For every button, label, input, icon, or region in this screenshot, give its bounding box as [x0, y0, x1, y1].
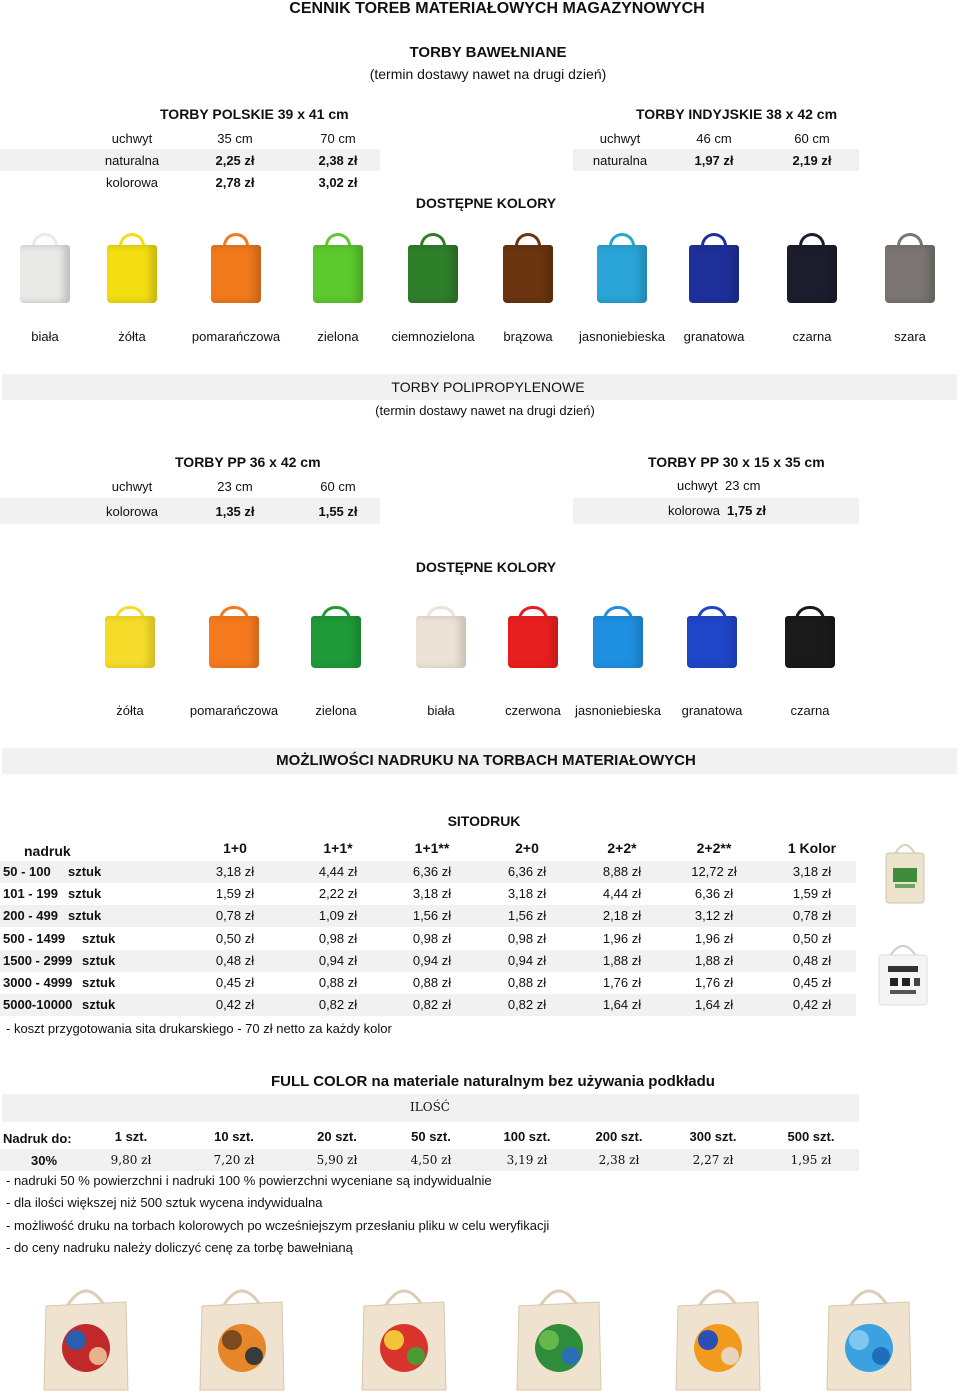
sitodruk-price: 3,18 zł	[792, 864, 832, 879]
cotton-color-label: szara	[894, 329, 926, 344]
pp-b-title: TORBY PP 30 x 15 x 35 cm	[648, 454, 825, 470]
bag-body	[416, 616, 466, 668]
fullcolor-price: 2,38 zł	[598, 1153, 640, 1167]
pp-b-header-value: 23 cm	[725, 478, 761, 493]
sitodruk-price: 1,64 zł	[602, 997, 642, 1012]
fullcolor-column-header: 100 szt.	[503, 1129, 551, 1144]
sitodruk-price: 1,76 zł	[694, 975, 734, 990]
cotton-bag-swatch	[885, 233, 935, 303]
polish-row-label: naturalna	[104, 153, 160, 168]
printed-bag-photo	[876, 940, 930, 1006]
polish-row-label: kolorowa	[105, 175, 159, 190]
sitodruk-price: 0,42 zł	[215, 997, 255, 1012]
sitodruk-header-label: nadruk	[24, 843, 71, 859]
sitodruk-price: 0,50 zł	[215, 931, 255, 946]
bag-body	[20, 245, 70, 303]
fullcolor-column-header: 200 szt.	[595, 1129, 643, 1144]
fullcolor-note: - możliwość druku na torbach kolorowych po wcześniejszym przesłaniu pliku w celu weryfikacji	[6, 1218, 550, 1233]
sitodruk-price: 6,36 zł	[507, 864, 547, 879]
pp-b-header-label: uchwyt	[677, 478, 718, 493]
sitodruk-unit: sztuk	[68, 864, 102, 879]
sitodruk-unit: sztuk	[68, 908, 102, 923]
fullcolor-price: 2,27 zł	[692, 1153, 734, 1167]
sitodruk-price: 12,72 zł	[691, 864, 737, 879]
cotton-color-label: ciemnozielona	[391, 329, 475, 344]
cotton-color-label: żółta	[118, 329, 146, 344]
sitodruk-price: 8,88 zł	[602, 864, 642, 879]
bag-body	[597, 245, 647, 303]
sitodruk-price: 4,44 zł	[602, 886, 642, 901]
sitodruk-price: 0,98 zł	[507, 931, 547, 946]
cotton-color-label: biała	[31, 329, 59, 344]
sitodruk-range: 5000-10000	[3, 997, 73, 1012]
fullcolor-column-header: 1 szt.	[114, 1129, 148, 1144]
bag-body	[689, 245, 739, 303]
sitodruk-price: 1,59 zł	[792, 886, 832, 901]
fullcolor-column-header: 500 szt.	[787, 1129, 835, 1144]
bag-body	[107, 245, 157, 303]
sitodruk-price: 1,09 zł	[318, 908, 358, 923]
sitodruk-price: 3,18 zł	[507, 886, 547, 901]
fullcolor-price: 7,20 zł	[213, 1153, 255, 1167]
bag-body	[503, 245, 553, 303]
sitodruk-range: 1500 - 2999	[3, 953, 73, 968]
cotton-heading: TORBY BAWEŁNIANE	[409, 44, 567, 61]
sitodruk-price: 0,94 zł	[318, 953, 358, 968]
sitodruk-range: 500 - 1499	[3, 931, 66, 946]
pp-color-label: żółta	[116, 703, 144, 718]
fullcolor-price: 1,95 zł	[790, 1153, 832, 1167]
printed-bag-photo	[513, 1280, 605, 1392]
bag-body	[408, 245, 458, 303]
sitodruk-price: 0,78 zł	[792, 908, 832, 923]
polish-price: 3,02 zł	[318, 175, 358, 190]
sitodruk-price: 1,96 zł	[602, 931, 642, 946]
fullcolor-note: - do ceny nadruku należy doliczyć cenę za torbę bawełnianą	[6, 1240, 353, 1255]
bag-body	[209, 616, 259, 668]
pp-bag-swatch	[416, 606, 466, 668]
sitodruk-note: - koszt przygotowania sita drukarskiego - 70 zł netto za każdy kolor	[6, 1021, 392, 1036]
pp-a-price: 1,55 zł	[318, 504, 358, 519]
sitodruk-unit: sztuk	[82, 975, 116, 990]
sitodruk-price: 1,96 zł	[694, 931, 734, 946]
sitodruk-price: 1,88 zł	[694, 953, 734, 968]
sitodruk-title: SITODRUK	[447, 813, 521, 829]
sitodruk-price: 0,94 zł	[507, 953, 547, 968]
fullcolor-price: 9,80 zł	[110, 1153, 152, 1167]
sitodruk-column-header: 2+0	[515, 840, 539, 856]
sitodruk-column-header: 2+2**	[696, 840, 732, 856]
sitodruk-price: 0,45 zł	[792, 975, 832, 990]
pp-b-row-label: kolorowa	[668, 503, 721, 518]
fullcolor-note: - nadruki 50 % powierzchni i nadruki 100 % powierzchni wyceniane są indywidualnie	[6, 1173, 492, 1188]
sitodruk-price: 0,82 zł	[318, 997, 358, 1012]
pp-bag-swatch	[785, 606, 835, 668]
cotton-bag-swatch	[211, 233, 261, 303]
sitodruk-price: 1,56 zł	[412, 908, 452, 923]
cotton-color-label: pomarańczowa	[191, 329, 281, 344]
sitodruk-price: 0,94 zł	[412, 953, 452, 968]
polish-header-label: uchwyt	[111, 131, 153, 146]
sitodruk-unit: sztuk	[68, 886, 102, 901]
fullcolor-column-header: 20 szt.	[317, 1129, 357, 1144]
sitodruk-price: 4,44 zł	[318, 864, 358, 879]
sitodruk-price: 6,36 zł	[694, 886, 734, 901]
cotton-bag-swatch	[20, 233, 70, 303]
fullcolor-column-header: 300 szt.	[689, 1129, 737, 1144]
sitodruk-price: 1,88 zł	[602, 953, 642, 968]
polish-price: 2,25 zł	[215, 153, 255, 168]
sitodruk-price: 0,88 zł	[412, 975, 452, 990]
pp-b-price: 1,75 zł	[727, 503, 767, 518]
cotton-bag-swatch	[107, 233, 157, 303]
cotton-bag-swatch	[503, 233, 553, 303]
fullcolor-price: 5,90 zł	[316, 1153, 358, 1167]
fullcolor-title: FULL COLOR na materiale naturalnym bez używania podkładu	[271, 1073, 715, 1090]
indian-header-46: 46 cm	[696, 131, 732, 146]
cotton-bag-swatch	[313, 233, 363, 303]
sitodruk-price: 3,18 zł	[215, 864, 255, 879]
sitodruk-unit: sztuk	[82, 997, 116, 1012]
fullcolor-row-label: 30%	[31, 1153, 58, 1168]
fullcolor-qty-label: ILOŚĆ	[410, 1100, 450, 1114]
sitodruk-price: 1,59 zł	[215, 886, 255, 901]
cotton-color-label: brązowa	[503, 329, 553, 344]
polish-header-70: 70 cm	[320, 131, 356, 146]
sitodruk-price: 0,45 zł	[215, 975, 255, 990]
indian-row-label: naturalna	[592, 153, 648, 168]
pp-color-label: biała	[427, 703, 455, 718]
sitodruk-range: 200 - 499	[3, 908, 58, 923]
pp-color-label: granatowa	[681, 703, 743, 718]
pp-colors-heading: DOSTĘPNE KOLORY	[415, 559, 557, 575]
sitodruk-price: 2,22 zł	[318, 886, 358, 901]
sitodruk-price: 0,50 zł	[792, 931, 832, 946]
printed-bag-photo	[40, 1280, 132, 1392]
indian-header-60: 60 cm	[794, 131, 830, 146]
cotton-bag-swatch	[689, 233, 739, 303]
sitodruk-price: 1,76 zł	[602, 975, 642, 990]
printed-bag-photo	[358, 1280, 450, 1392]
fullcolor-note: - dla ilości większej niż 500 sztuk wycena indywidualna	[6, 1195, 323, 1210]
indian-header-label: uchwyt	[599, 131, 641, 146]
sitodruk-unit: sztuk	[82, 931, 116, 946]
indian-bags-title: TORBY INDYJSKIE 38 x 42 cm	[636, 106, 838, 122]
printed-bag-photo	[672, 1280, 764, 1392]
pp-color-label: czarna	[790, 703, 830, 718]
pp-heading: TORBY POLIPROPYLENOWE	[391, 379, 585, 395]
pp-color-label: pomarańczowa	[189, 703, 279, 718]
cotton-color-label: zielona	[317, 329, 359, 344]
sitodruk-range: 101 - 199	[3, 886, 58, 901]
pp-bag-swatch	[508, 606, 558, 668]
bag-body	[785, 616, 835, 668]
cotton-bag-swatch	[787, 233, 837, 303]
cotton-bag-swatch	[408, 233, 458, 303]
sitodruk-unit: sztuk	[82, 953, 116, 968]
sitodruk-price: 0,98 zł	[318, 931, 358, 946]
pp-color-label: czerwona	[505, 703, 561, 718]
sitodruk-price: 6,36 zł	[412, 864, 452, 879]
sitodruk-column-header: 1+1**	[414, 840, 450, 856]
sitodruk-price: 0,48 zł	[215, 953, 255, 968]
cotton-colors-heading: DOSTĘPNE KOLORY	[415, 195, 557, 211]
pp-a-header-60: 60 cm	[320, 479, 356, 494]
sitodruk-price: 0,88 zł	[318, 975, 358, 990]
sitodruk-price: 0,82 zł	[412, 997, 452, 1012]
fullcolor-header-label: Nadruk do:	[3, 1131, 72, 1146]
cotton-delivery: (termin dostawy nawet na drugi dzień)	[369, 66, 607, 82]
pp-a-row-label: kolorowa	[105, 504, 159, 519]
sitodruk-price: 0,98 zł	[412, 931, 452, 946]
bag-body	[508, 616, 558, 668]
pp-a-price: 1,35 zł	[215, 504, 255, 519]
bag-body	[311, 616, 361, 668]
bag-body	[105, 616, 155, 668]
bag-body	[787, 245, 837, 303]
sitodruk-price: 3,12 zł	[694, 908, 734, 923]
sitodruk-column-header: 1 Kolor	[787, 840, 837, 856]
pp-color-label: jasnoniebieska	[574, 703, 661, 718]
indian-price: 2,19 zł	[792, 153, 832, 168]
sitodruk-price: 0,82 zł	[507, 997, 547, 1012]
fullcolor-column-header: 10 szt.	[214, 1129, 254, 1144]
pp-bag-swatch	[105, 606, 155, 668]
bag-body	[885, 245, 935, 303]
sitodruk-column-header: 1+1*	[323, 840, 353, 856]
cotton-bag-swatch	[597, 233, 647, 303]
cotton-color-label: jasnoniebieska	[578, 329, 665, 344]
pp-bag-swatch	[593, 606, 643, 668]
pp-bag-swatch	[311, 606, 361, 668]
sitodruk-column-header: 2+2*	[607, 840, 637, 856]
pp-a-header-label: uchwyt	[111, 479, 153, 494]
sitodruk-price: 0,88 zł	[507, 975, 547, 990]
fullcolor-price: 3,19 zł	[506, 1153, 548, 1167]
sitodruk-price: 0,42 zł	[792, 997, 832, 1012]
print-heading: MOŻLIWOŚCI NADRUKU NA TORBACH MATERIAŁOWYCH	[276, 752, 696, 769]
sitodruk-price: 1,64 zł	[694, 997, 734, 1012]
printed-bag-photo	[883, 840, 927, 904]
fullcolor-column-header: 50 szt.	[411, 1129, 451, 1144]
sitodruk-price: 1,56 zł	[507, 908, 547, 923]
page-title: CENNIK TOREB MATERIAŁOWYCH MAGAZYNOWYCH	[289, 0, 705, 17]
sitodruk-range: 50 - 100	[3, 864, 51, 879]
bag-body	[211, 245, 261, 303]
bag-body	[593, 616, 643, 668]
cotton-color-label: czarna	[792, 329, 832, 344]
sitodruk-price: 2,18 zł	[602, 908, 642, 923]
polish-header-35: 35 cm	[217, 131, 253, 146]
printed-bag-photo	[196, 1280, 288, 1392]
cotton-color-label: granatowa	[683, 329, 745, 344]
sitodruk-column-header: 1+0	[223, 840, 247, 856]
sitodruk-range: 3000 - 4999	[3, 975, 73, 990]
sitodruk-price: 3,18 zł	[412, 886, 452, 901]
fullcolor-price: 4,50 zł	[410, 1153, 452, 1167]
sitodruk-price: 0,78 zł	[215, 908, 255, 923]
sitodruk-price: 0,48 zł	[792, 953, 832, 968]
pp-a-header-23: 23 cm	[217, 479, 253, 494]
pp-bag-swatch	[209, 606, 259, 668]
pp-a-title: TORBY PP 36 x 42 cm	[175, 454, 321, 470]
bag-body	[687, 616, 737, 668]
bag-body	[313, 245, 363, 303]
indian-price: 1,97 zł	[694, 153, 734, 168]
pp-color-label: zielona	[315, 703, 357, 718]
printed-bag-photo	[823, 1280, 915, 1392]
polish-price: 2,78 zł	[215, 175, 255, 190]
polish-price: 2,38 zł	[318, 153, 358, 168]
pp-bag-swatch	[687, 606, 737, 668]
polish-bags-title: TORBY POLSKIE 39 x 41 cm	[160, 106, 349, 122]
pp-delivery: (termin dostawy nawet na drugi dzień)	[375, 403, 595, 418]
